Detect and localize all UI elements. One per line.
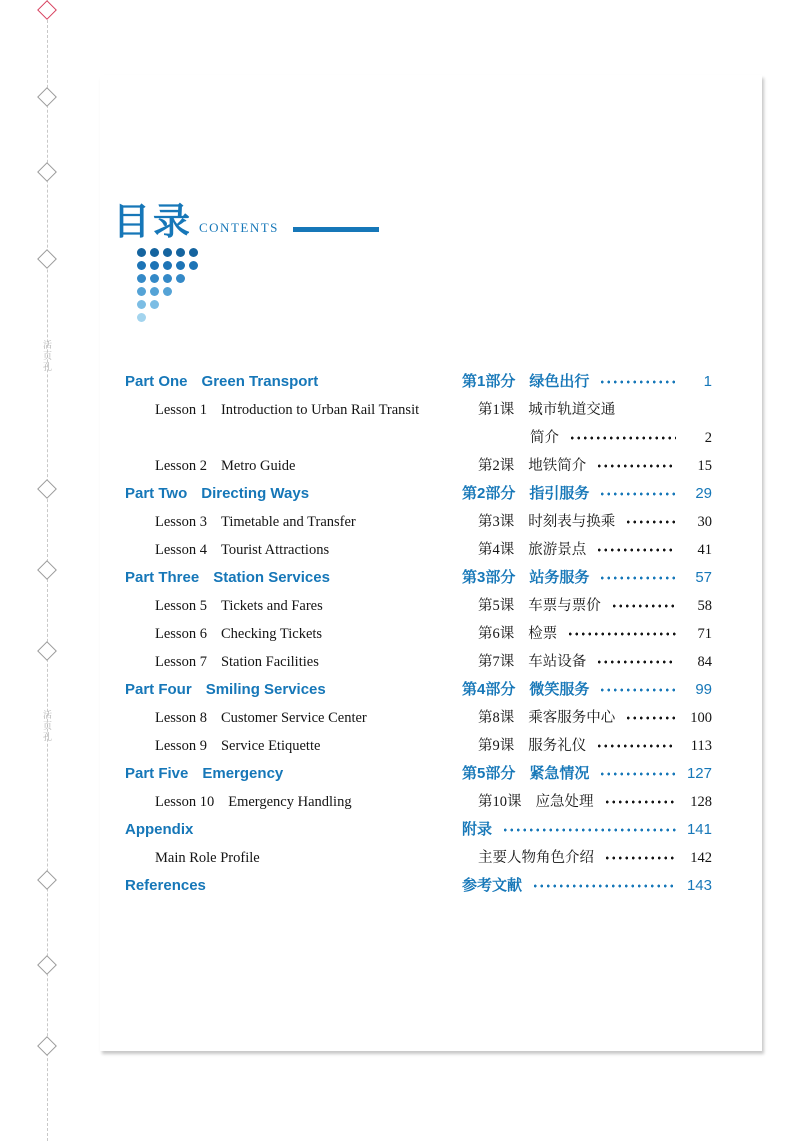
toc-entry-en <box>125 508 462 536</box>
toc-zh-label: 第6课 <box>478 625 515 642</box>
dotted-leader <box>502 824 676 836</box>
toc-en-label: Appendix <box>125 820 194 838</box>
toc-row <box>125 816 712 844</box>
toc-en-label: Part One <box>125 372 188 390</box>
toc-entry-zh <box>462 676 712 704</box>
dotted-leader <box>567 628 676 640</box>
toc-entry-zh <box>462 536 712 564</box>
toc-en-label: Lesson 3 <box>155 513 207 530</box>
page-number: 142 <box>690 849 712 866</box>
toc-row <box>125 844 712 872</box>
toc-zh-title: 绿色出行 <box>529 372 590 390</box>
toc-row <box>125 452 712 480</box>
toc-zh-title: 站务服务 <box>529 568 590 586</box>
toc-en-label: Lesson 1 <box>155 401 207 418</box>
toc-en-label: Lesson 4 <box>155 541 207 558</box>
toc-entry-zh <box>462 844 712 872</box>
binding-hole-label: 活页孔 <box>42 710 52 743</box>
dotted-leader <box>599 768 676 780</box>
toc-en-title: Customer Service Center <box>220 709 367 726</box>
page-number: 99 <box>695 680 712 698</box>
dotted-leader <box>625 516 676 528</box>
toc-entry-en <box>125 732 462 760</box>
toc-entry-en <box>125 480 462 508</box>
dotted-leader <box>596 544 676 556</box>
toc-zh-title: 车票与票价 <box>528 597 601 614</box>
dotted-leader <box>599 684 676 696</box>
toc-row <box>125 760 712 788</box>
binding-hole-diamond <box>37 870 57 890</box>
page-number: 30 <box>697 513 712 530</box>
dotted-leader <box>611 600 676 612</box>
toc-entry-en <box>125 872 462 900</box>
toc-row <box>125 676 712 704</box>
toc-row <box>125 508 712 536</box>
toc-zh-label: 第3部分 <box>462 568 516 586</box>
toc-en-label: Part Two <box>125 484 188 502</box>
toc-zh-title: 检票 <box>528 625 558 642</box>
toc-en-title: Green Transport <box>201 372 319 390</box>
toc-entry-en <box>125 788 462 816</box>
toc-row <box>125 368 712 396</box>
toc-zh-label: 第1课 <box>478 401 515 418</box>
binding-hole-diamond-red <box>37 0 57 20</box>
toc-en-label: Part Five <box>125 764 189 782</box>
toc-zh-line1 <box>478 396 712 424</box>
header-rule <box>293 227 379 232</box>
toc-zh-title: 地铁简介 <box>528 457 587 474</box>
toc-en-label: Lesson 6 <box>155 625 207 642</box>
toc-entry-en <box>125 760 462 788</box>
toc-zh-label: 主要人物角色介绍 <box>478 849 594 866</box>
page-number: 29 <box>695 484 712 502</box>
toc-entry-zh <box>462 788 712 816</box>
toc-row <box>125 872 712 900</box>
page-number: 2 <box>704 429 712 446</box>
toc-entry-en <box>125 452 462 480</box>
toc-zh-title: 城市轨道交通 <box>528 401 616 418</box>
toc-zh-label: 第9课 <box>478 737 515 754</box>
toc-zh-label: 第4课 <box>478 541 515 558</box>
toc-entry-zh <box>462 732 712 760</box>
dotted-leader <box>569 432 676 444</box>
dotted-leader <box>599 376 676 388</box>
page-number: 41 <box>697 541 712 558</box>
toc-zh-title: 微笑服务 <box>529 680 590 698</box>
dotted-leader <box>532 880 676 892</box>
binding-hole-diamond <box>37 479 57 499</box>
toc-row <box>125 480 712 508</box>
page-number: 113 <box>690 737 712 754</box>
page-number: 57 <box>695 568 712 586</box>
toc-row <box>125 620 712 648</box>
toc-zh-title: 服务礼仪 <box>528 737 587 754</box>
toc-zh-title: 乘客服务中心 <box>528 709 616 726</box>
toc-entry-zh <box>462 368 712 396</box>
page-number: 141 <box>686 820 712 838</box>
toc-zh-label: 第2课 <box>478 457 515 474</box>
toc-entry-en <box>125 620 462 648</box>
toc-row <box>125 536 712 564</box>
toc-zh-label: 第3课 <box>478 513 515 530</box>
toc-zh-label: 第4部分 <box>462 680 516 698</box>
toc-row <box>125 396 712 452</box>
toc-zh-title: 应急处理 <box>535 793 594 810</box>
toc-en-label: Part Four <box>125 680 192 698</box>
toc-en-title: Timetable and Transfer <box>220 513 356 530</box>
table-of-contents <box>125 368 712 900</box>
dotted-leader <box>596 460 676 472</box>
toc-entry-en <box>125 592 462 620</box>
toc-en-title: Introduction to Urban Rail Transit <box>220 401 420 418</box>
toc-entry-zh <box>462 704 712 732</box>
toc-entry-en <box>125 368 462 396</box>
page-number: 1 <box>703 372 712 390</box>
toc-zh-title: 旅游景点 <box>528 541 587 558</box>
toc-zh-label: 附录 <box>462 820 493 838</box>
toc-entry-zh <box>462 480 712 508</box>
binding-hole-diamond <box>37 87 57 107</box>
dotted-leader <box>604 796 677 808</box>
toc-entry-en <box>125 816 462 844</box>
binding-hole-diamond <box>37 1036 57 1056</box>
toc-zh-title-cont: 简介 <box>530 429 559 446</box>
dots-decoration <box>137 248 217 328</box>
toc-en-title: Emergency <box>202 764 284 782</box>
toc-zh-label: 第10课 <box>478 793 522 810</box>
binding-hole-diamond <box>37 955 57 975</box>
toc-en-label: Part Three <box>125 568 200 586</box>
toc-entry-en <box>125 648 462 676</box>
toc-row <box>125 732 712 760</box>
page-number: 143 <box>686 876 712 894</box>
dotted-leader <box>625 712 676 724</box>
toc-en-title: Tickets and Fares <box>220 597 323 614</box>
toc-entry-en <box>125 396 462 452</box>
toc-en-title: Checking Tickets <box>220 625 323 642</box>
binding-hole-diamond <box>37 249 57 269</box>
page-number: 71 <box>697 625 712 642</box>
toc-en-title: Station Services <box>213 568 330 586</box>
toc-row <box>125 564 712 592</box>
toc-zh-label: 第5课 <box>478 597 515 614</box>
toc-zh-label: 参考文献 <box>462 876 523 894</box>
binding-hole-diamond <box>37 162 57 182</box>
toc-en-label: Lesson 8 <box>155 709 207 726</box>
toc-en-label: Lesson 7 <box>155 653 207 670</box>
toc-en-title: Directing Ways <box>201 484 310 502</box>
toc-entry-zh <box>462 648 712 676</box>
toc-en-title: Station Facilities <box>220 653 319 670</box>
toc-zh-title: 时刻表与换乘 <box>528 513 616 530</box>
page-number: 127 <box>686 764 712 782</box>
toc-zh-label: 第2部分 <box>462 484 516 502</box>
dotted-leader <box>599 488 676 500</box>
toc-zh-line2 <box>478 424 712 452</box>
toc-row <box>125 788 712 816</box>
toc-entry-zh <box>462 508 712 536</box>
toc-entry-en <box>125 844 462 872</box>
toc-entry-zh <box>462 564 712 592</box>
toc-zh-label: 第5部分 <box>462 764 516 782</box>
toc-en-title: Service Etiquette <box>220 737 321 754</box>
binding-hole-diamond <box>37 641 57 661</box>
toc-entry-en <box>125 564 462 592</box>
page-number: 128 <box>690 793 712 810</box>
toc-en-title: Smiling Services <box>205 680 326 698</box>
page-number: 100 <box>690 709 712 726</box>
dotted-leader <box>596 656 676 668</box>
toc-en-label: Lesson 5 <box>155 597 207 614</box>
toc-zh-label: 第7课 <box>478 653 515 670</box>
toc-zh-title: 紧急情况 <box>529 764 590 782</box>
toc-en-label: Lesson 10 <box>155 793 215 810</box>
toc-en-title: Metro Guide <box>220 457 296 474</box>
dotted-leader <box>596 740 676 752</box>
toc-entry-zh <box>462 592 712 620</box>
toc-en-label: Lesson 2 <box>155 457 207 474</box>
toc-en-label: References <box>125 876 206 894</box>
toc-zh-title: 指引服务 <box>529 484 590 502</box>
toc-entry-en <box>125 536 462 564</box>
toc-en-label: Main Role Profile <box>155 849 260 866</box>
toc-en-title: Emergency Handling <box>228 793 352 810</box>
toc-entry-zh <box>462 396 712 452</box>
page-sheet <box>100 75 762 1051</box>
toc-en-label: Lesson 9 <box>155 737 207 754</box>
toc-row <box>125 704 712 732</box>
binding-hole-label: 活页孔 <box>42 340 52 373</box>
toc-entry-zh <box>462 760 712 788</box>
toc-entry-zh <box>462 872 712 900</box>
toc-row <box>125 592 712 620</box>
dotted-leader <box>604 852 676 864</box>
toc-entry-zh <box>462 620 712 648</box>
toc-zh-label: 第1部分 <box>462 372 516 390</box>
page-title-zh: 目录 <box>113 201 193 242</box>
toc-entry-zh <box>462 452 712 480</box>
binding-hole-diamond <box>37 560 57 580</box>
page-title-en: CONTENTS <box>199 219 279 235</box>
toc-entry-en <box>125 704 462 732</box>
toc-header <box>113 201 712 244</box>
toc-row <box>125 648 712 676</box>
toc-zh-title: 车站设备 <box>528 653 587 670</box>
toc-zh-label: 第8课 <box>478 709 515 726</box>
toc-entry-en <box>125 676 462 704</box>
toc-entry-zh <box>462 816 712 844</box>
toc-en-title: Tourist Attractions <box>220 541 330 558</box>
page-number: 84 <box>697 653 712 670</box>
dotted-leader <box>599 572 676 584</box>
page-number: 15 <box>697 457 712 474</box>
page-number: 58 <box>697 597 712 614</box>
